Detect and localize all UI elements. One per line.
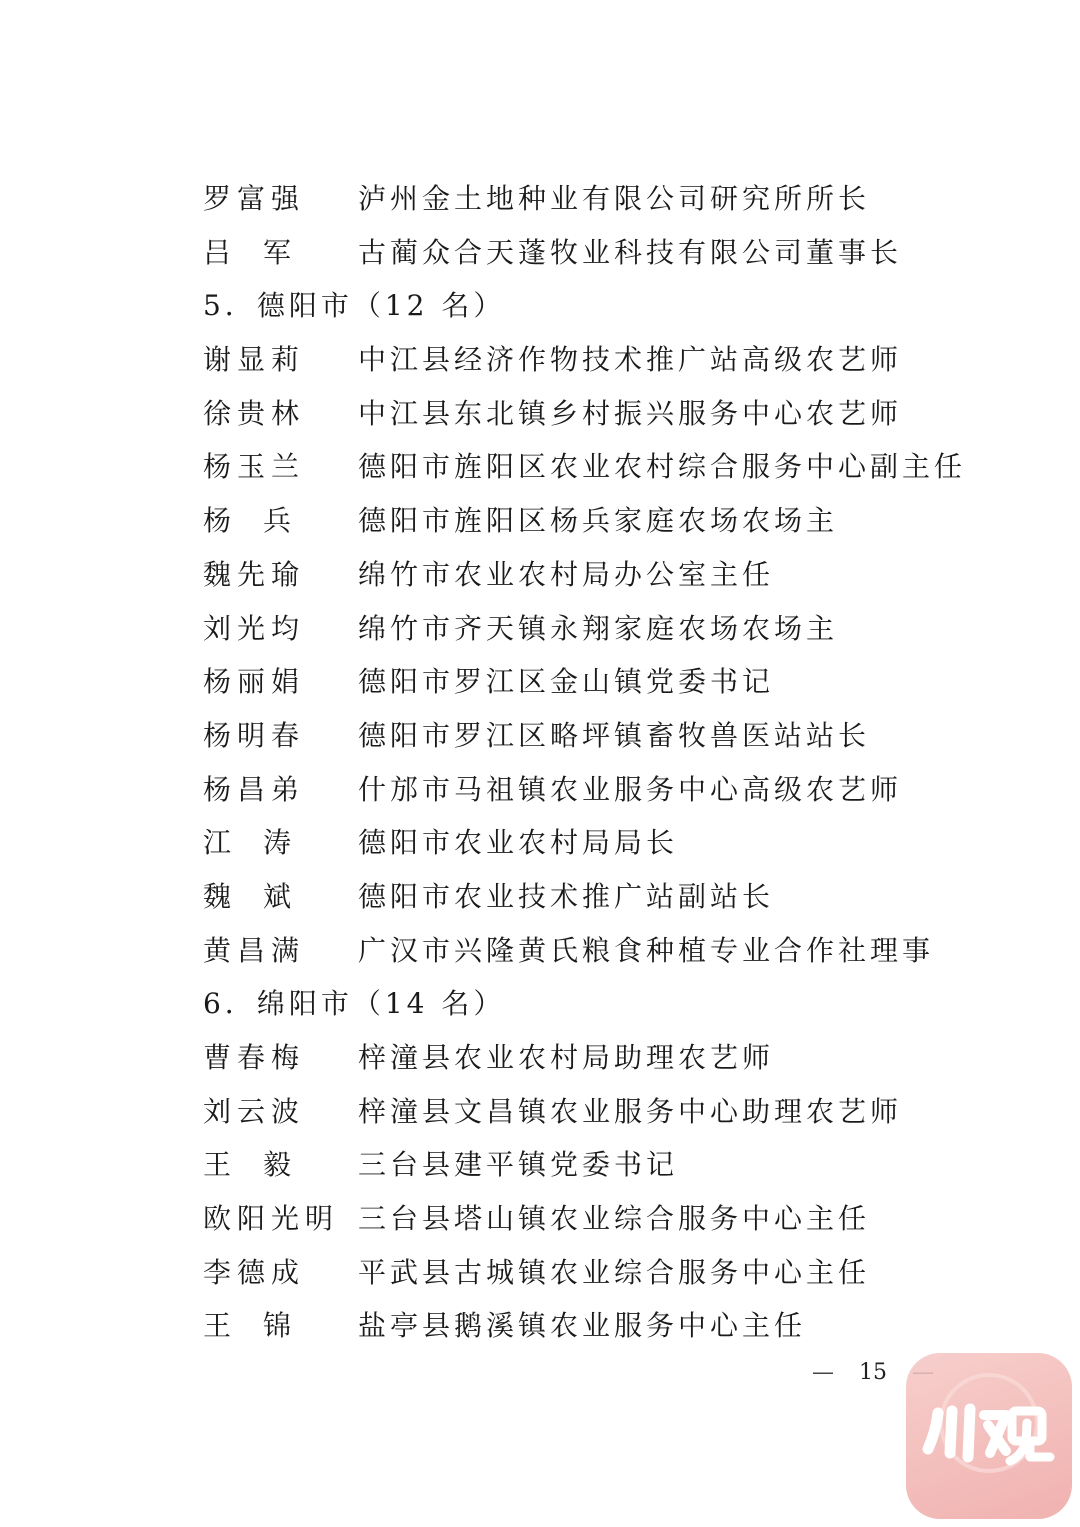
person-name: 李德成 xyxy=(203,1255,306,1289)
page-number-value: 15 xyxy=(859,1360,887,1385)
person-title: 三台县建平镇党委书记 xyxy=(358,1148,679,1182)
person-title: 德阳市旌阳区杨兵家庭农场农场主 xyxy=(358,504,839,538)
person-name: 罗富强 xyxy=(203,182,306,215)
list-item xyxy=(203,1031,1003,1085)
chuanguan-logo-mark xyxy=(906,1353,1072,1519)
person-name: 杨昌弟 xyxy=(203,772,306,806)
person-title: 平武县古城镇农业综合服务中心主任 xyxy=(358,1255,871,1289)
person-name: 杨丽娟 xyxy=(203,665,306,699)
list-item xyxy=(203,387,1003,441)
list-item: 杨 兵 德阳市旌阳区杨兵家庭农场农场主 xyxy=(203,494,1003,548)
list-item xyxy=(203,709,1003,763)
person-title: 德阳市农业技术推广站副站长 xyxy=(358,879,775,913)
section-heading xyxy=(203,279,1003,333)
person-title: 古蔺众合天蓬牧业科技有限公司董事长 xyxy=(358,235,903,269)
name-list xyxy=(203,172,1003,1353)
person-title: 德阳市旌阳区农业农村综合服务中心副主任 xyxy=(358,450,967,484)
person-title: 三台县塔山镇农业综合服务中心主任 xyxy=(358,1202,871,1236)
list-item: 魏 斌 德阳市农业技术推广站副站长 xyxy=(203,870,1003,924)
person-name: 黄昌满 xyxy=(203,933,306,967)
section-heading-text: 6．绵阳市（14 名） xyxy=(203,987,506,1021)
person-title: 中江县经济作物技术推广站高级农艺师 xyxy=(358,343,903,377)
person-title: 绵竹市农业农村局办公室主任 xyxy=(358,557,775,591)
list-item xyxy=(203,1085,1003,1139)
person-name: 谢显莉 xyxy=(203,343,306,377)
list-item xyxy=(203,333,1003,387)
person-name: 刘云波 xyxy=(203,1094,306,1128)
list-item xyxy=(203,655,1003,709)
list-item xyxy=(203,1192,1003,1246)
list-item xyxy=(203,440,1003,494)
section-heading xyxy=(203,977,1003,1031)
list-item xyxy=(203,763,1003,817)
person-title: 德阳市罗江区金山镇党委书记 xyxy=(358,665,775,699)
chuanguan-logo xyxy=(906,1353,1072,1519)
person-name: 杨玉兰 xyxy=(203,450,306,484)
list-item: 江 涛 德阳市农业农村局局长 xyxy=(203,816,1003,870)
section-heading-text: 5．德阳市（12 名） xyxy=(203,289,506,323)
person-name: 刘光均 xyxy=(203,611,306,645)
person-name: 魏先瑜 xyxy=(203,557,306,591)
person-title: 德阳市罗江区略坪镇畜牧兽医站站长 xyxy=(358,718,871,752)
person-title: 泸州金土地种业有限公司研究所所长 xyxy=(358,182,871,215)
list-item: 王 毅 三台县建平镇党委书记 xyxy=(203,1138,1003,1192)
list-item xyxy=(203,548,1003,602)
list-item xyxy=(203,1246,1003,1300)
person-title: 什邡市马祖镇农业服务中心高级农艺师 xyxy=(358,772,903,806)
person-name: 欧阳光明 xyxy=(203,1202,340,1236)
list-item xyxy=(203,172,1003,226)
person-title: 梓潼县文昌镇农业服务中心助理农艺师 xyxy=(358,1094,903,1128)
page-dash-left: — xyxy=(812,1360,834,1385)
list-item xyxy=(203,602,1003,656)
person-title: 广汉市兴隆黄氏粮食种植专业合作社理事 xyxy=(358,933,935,967)
person-name: 曹春梅 xyxy=(203,1041,306,1074)
person-title: 中江县东北镇乡村振兴服务中心农艺师 xyxy=(358,396,903,430)
list-item: 吕 军 古蔺众合天蓬牧业科技有限公司董事长 xyxy=(203,226,1003,280)
person-name: 徐贵林 xyxy=(203,396,306,430)
person-title: 梓潼县农业农村局助理农艺师 xyxy=(358,1041,775,1074)
person-title: 德阳市农业农村局局长 xyxy=(358,826,679,860)
person-name: 杨明春 xyxy=(203,718,306,752)
person-title: 盐亭县鹅溪镇农业服务中心主任 xyxy=(358,1309,807,1343)
list-item xyxy=(203,924,1003,978)
list-item: 王 锦 盐亭县鹅溪镇农业服务中心主任 xyxy=(203,1299,1003,1353)
person-title: 绵竹市齐天镇永翔家庭农场农场主 xyxy=(358,611,839,645)
